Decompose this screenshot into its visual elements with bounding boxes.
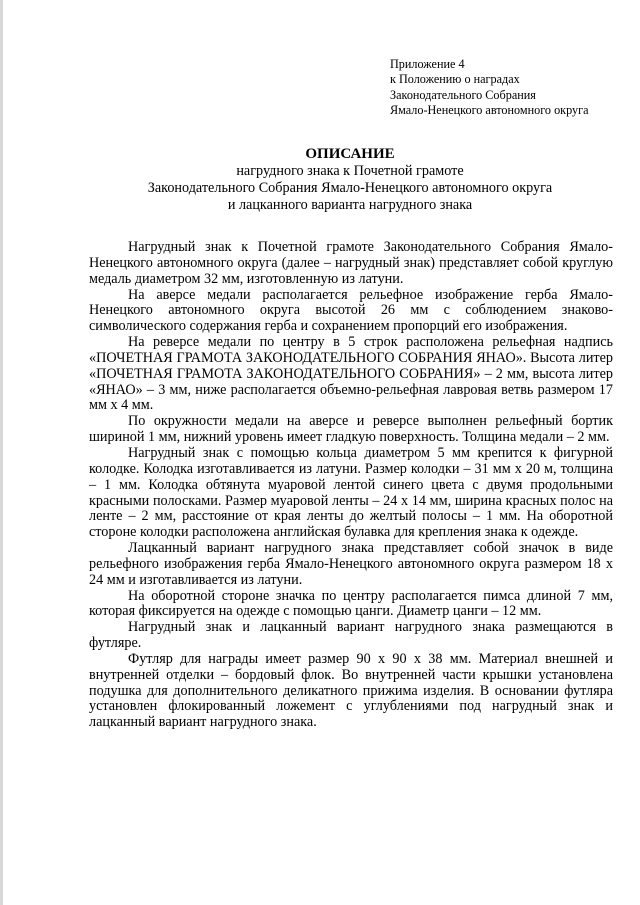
appendix-note [390,57,630,118]
document-subtitle-line: Законодательного Собрания Ямало-Ненецкого автономного округа [147,180,553,196]
body-paragraph: Футляр для награды имеет размер 90 х 90 х 38 мм. Материал внешней и внутренней отделки – бордовый флок. Во внутренней части крышки установлена подушка для дополнительного деликатного прижима изделия. В основании футляра установлен флокированный ложемент с углублениями под нагрудный знак и лацканный вариант нагрудного знака. [89,650,613,731]
body-paragraph: На оборотной стороне значка по центру располагается пимса длиной 7 мм, которая фиксируется на одежде с помощью цанги. Диаметр цанги – 12 мм. [89,587,613,620]
document-subtitle-line: и лацканного варианта нагрудного знака [227,197,473,213]
appendix-line: Приложение 4 [390,57,465,71]
scan-edge [0,0,3,905]
document-body [89,240,613,731]
body-paragraph: На аверсе медали располагается рельефное изображение герба Ямало-Ненецкого автономного округа высотой 26 мм с соблюдением знаково-символического содержания герба и сохранением пропорций его изображения. [89,286,613,335]
body-paragraph: По окружности медали на аверсе и реверсе выполнен рельефный бортик шириной 1 мм, нижний уровень имеет гладкую поверхность. Толщина медали – 2 мм. [89,413,613,446]
body-paragraph: Лацканный вариант нагрудного знака представляет собой значок в виде рельефного изображения герба Ямало-Ненецкого автономного округа размером 18 х 24 мм и изготавливается из латуни. [89,540,613,588]
appendix-line: к Положению о наградах [390,72,520,87]
appendix-line: Законодательного Собрания [390,87,536,102]
body-paragraph: На реверсе медали по центру в 5 строк расположена рельефная надпись «ПОЧЕТНАЯ ГРАМОТА ЗАКОНОДАТЕЛЬНОГО СОБРАНИЯ ЯНАО». Высота литер «ПОЧЕТНАЯ ГРАМОТА ЗАКОНОДАТЕЛЬНОГО СОБРАНИЯ» – 2 мм, высота литер «ЯНАО» – 3 мм, ниже располагается объемно-рельефная лавровая ветвь размером 17 мм х 4 мм. [89,334,613,414]
document-subtitle-line: нагрудного знака к Почетной грамоте [236,163,464,179]
body-paragraph: Нагрудный знак с помощью кольца диаметром 5 мм крепится к фигурной колодке. Колодка изготавливается из латуни. Размер колодки – 31 мм х 20 м, толщина – 1 мм. Колодка обтянута муаровой лентой синего цвета с двумя продольными красными полосками. Размер муаровой ленты – 24 х 14 мм, ширина красных полос на ленте – 2 мм, расстояние от края ленты до желтый полосы – 1 мм. На оборотной стороне колодки расположена английская булавка для крепления знака к одежде. [89,444,613,541]
body-paragraph: Нагрудный знак и лацканный вариант нагрудного знака размещаются в футляре. [89,619,613,652]
title-block [100,145,600,214]
appendix-line: Ямало-Ненецкого автономного округа [390,102,589,117]
document-title: ОПИСАНИЕ [305,146,395,162]
body-paragraph: Нагрудный знак к Почетной грамоте Законодательного Собрания Ямало-Ненецкого автономного округа (далее – нагрудный знак) представляет собой круглую медаль диаметром 32 мм, изготовленную из латуни. [89,239,613,287]
